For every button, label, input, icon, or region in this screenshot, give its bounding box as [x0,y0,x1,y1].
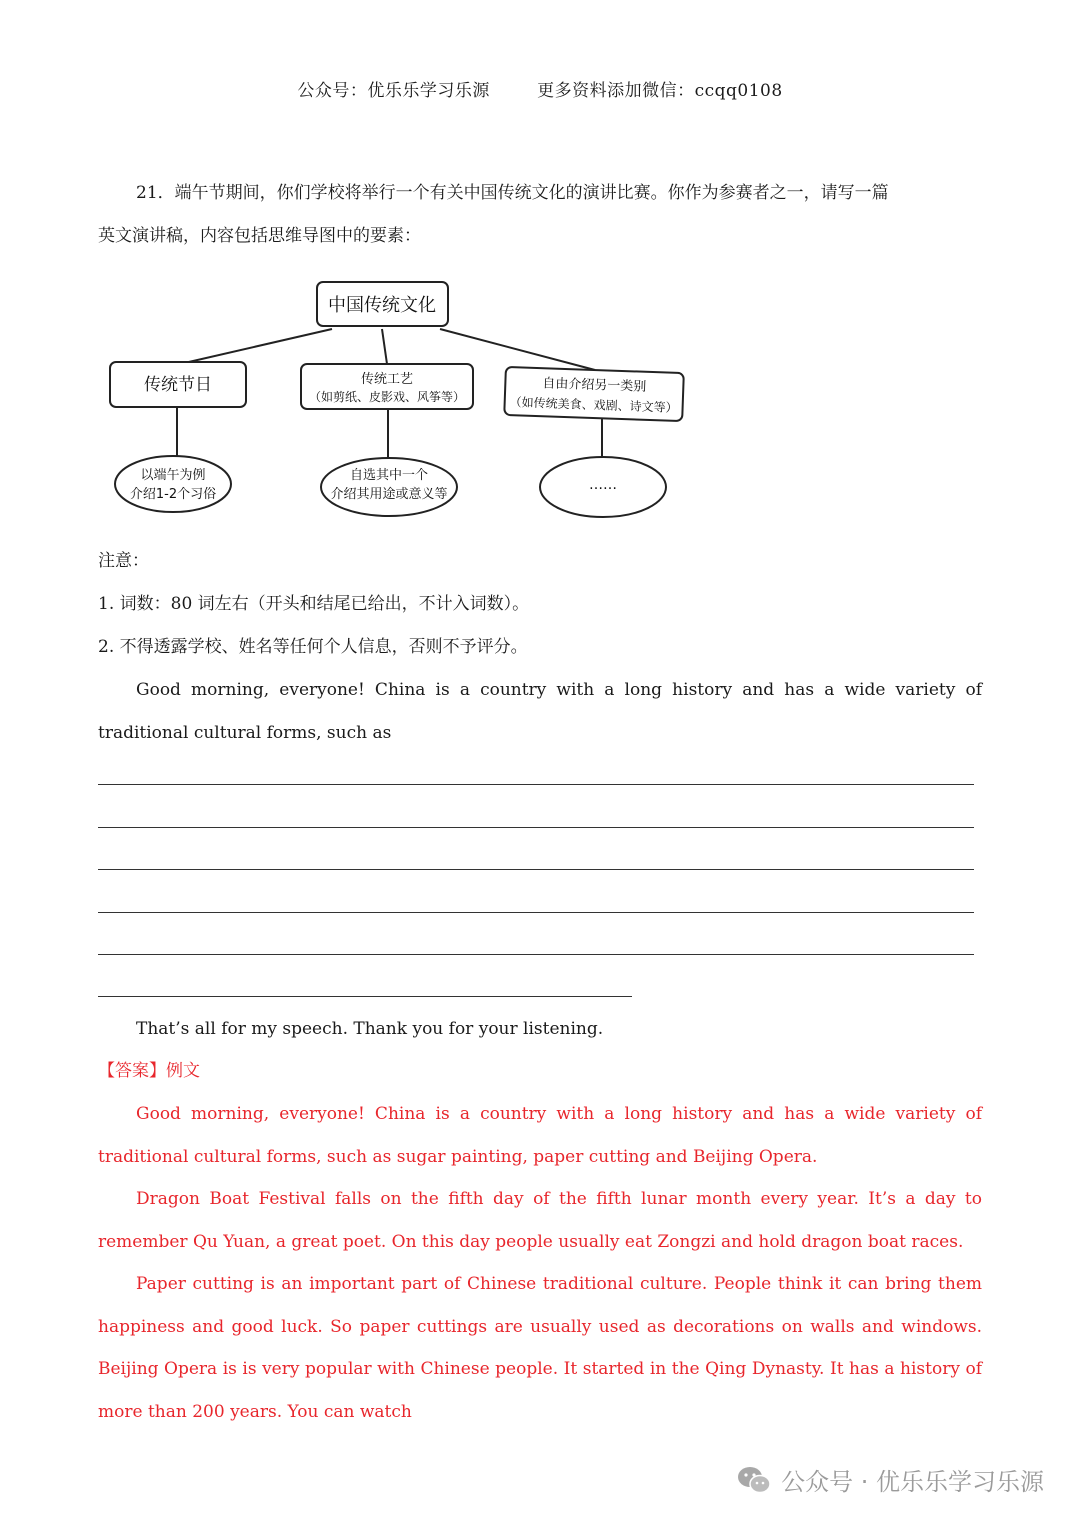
leaf-festival-customs [115,456,231,512]
answer-heading [98,1050,200,1093]
branch-1-label: 传统节日 [144,375,212,395]
writing-line[interactable] [98,954,974,955]
answer-paragraph-3: Paper cutting is an important part of Chinese traditional culture. People think it can bring them happiness and good luck. So paper cuttings are usually used as decorations on walls and windows. Beijing Opera is is very popular with Chinese people. It started in the Qing Dynasty. It has a history of more than 200 years. You can watch [98,1274,982,1422]
notes-item-2: 2. 不得透露学校、姓名等任何个人信息，否则不予评分。 [98,637,528,657]
leaf-1-line-2: 介绍1-2个习俗 [129,487,217,502]
notes-title: 注意： [98,551,149,571]
leaf-1-line-1: 以端午为例 [140,468,206,483]
speech-opening: Good morning, everyone! China is a country with a long history and has a wide variety of traditional cultural forms, such as [98,680,982,743]
mind-map-diagram [100,274,700,524]
page-header [0,76,1080,101]
answer-paragraph-1: Good morning, everyone! China is a country with a long history and has a wide variety of traditional cultural forms, such as sugar painting, paper cutting and Beijing Opera. [98,1104,982,1167]
answer-label: 例文 [166,1061,200,1081]
mind-map-root [317,282,448,326]
header-account: 公众号：优乐乐学习乐源 [297,81,490,101]
branch-2-label: 传统工艺 [360,372,414,387]
branch-traditional-crafts [301,364,473,409]
leaf-3-line-1: …… [589,477,617,493]
watermark [737,1462,1044,1497]
leaf-2-line-1: 自选其中一个 [349,468,429,483]
branch-other-category [504,367,684,421]
writing-line[interactable] [98,996,632,997]
branch-2-note: （如剪纸、皮影戏、风筝等） [308,390,466,404]
leaf-other-ellipsis [540,457,666,517]
branch-traditional-festivals [110,362,246,407]
leaf-2-line-2: 介绍其用途或意义等 [330,487,448,502]
header-wechat: 更多资料添加微信：ccqq0108 [537,81,783,101]
branch-3-note: （如传统美食、戏剧、诗文等） [509,395,678,415]
leaf-craft-usage [321,458,457,516]
branch-3-label: 自由介绍另一类别 [542,376,647,395]
root-label: 中国传统文化 [328,295,436,316]
answer-tag: 【答案】 [98,1061,166,1081]
writing-line[interactable] [98,912,974,913]
writing-line[interactable] [98,784,974,785]
writing-line[interactable] [98,869,974,870]
question-line-1: 21．端午节期间，你们学校将举行一个有关中国传统文化的演讲比赛。你作为参赛者之一，请写一篇 [136,183,889,203]
speech-closing: That’s all for my speech. Thank you for your listening. [136,1019,604,1039]
wechat-icon [737,1465,771,1495]
writing-line[interactable] [98,827,974,828]
question-line-2: 英文演讲稿，内容包括思维导图中的要素： [98,226,421,246]
notes-item-1: 1. 词数：80 词左右（开头和结尾已给出，不计入词数）。 [98,594,530,614]
answer-paragraph-2: Dragon Boat Festival falls on the fifth day of the fifth lunar month every year. It’s a day to remember Qu Yuan, a great poet. On this day people usually eat Zongzi and hold dragon boat races. [98,1189,982,1252]
watermark-text: 公众号 · 优乐乐学习乐源 [781,1468,1044,1496]
